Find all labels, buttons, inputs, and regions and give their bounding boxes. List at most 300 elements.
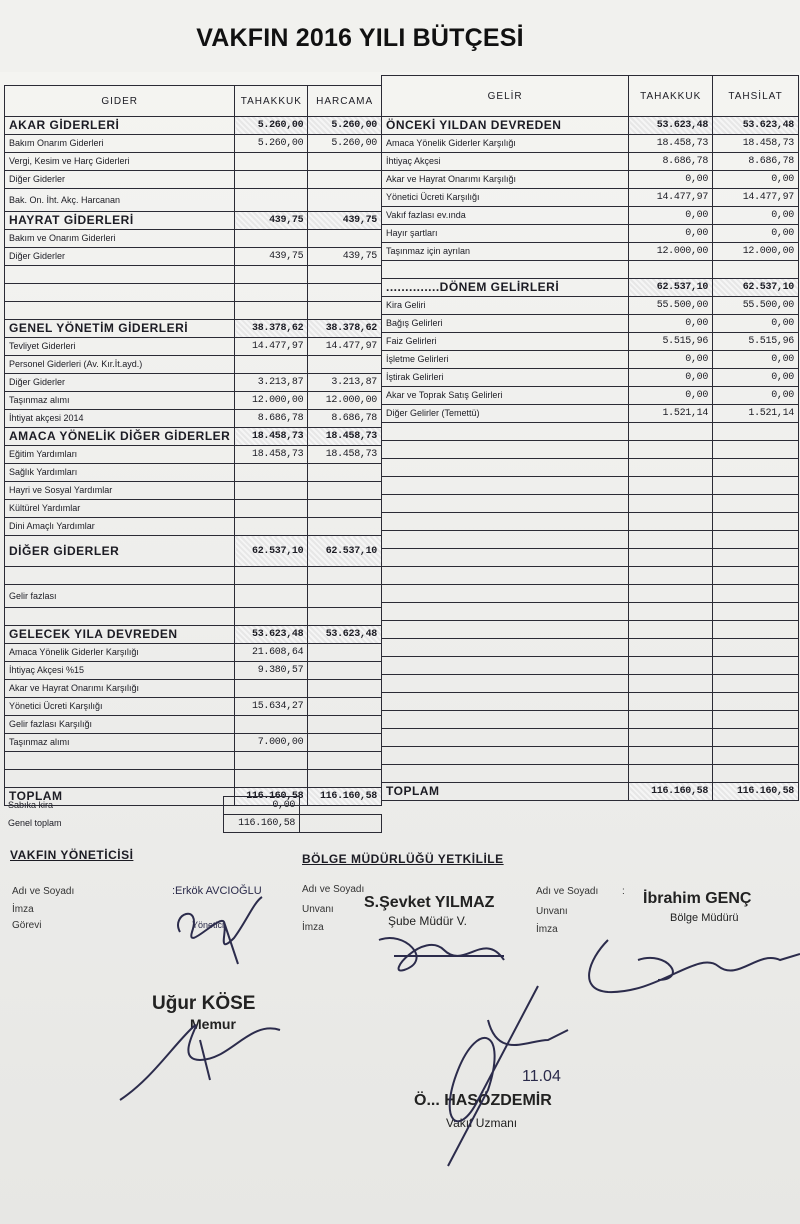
row-tahakkuk <box>235 752 308 770</box>
genel-toplam-label: Genel toplam <box>8 818 62 828</box>
row-label <box>5 770 235 788</box>
row-tahakkuk <box>235 716 308 734</box>
row-label: GENEL YÖNETİM GİDERLERİ <box>5 320 235 338</box>
row-label: Diğer Giderler <box>5 171 235 189</box>
sabika-value: 0,00 <box>224 797 300 815</box>
row-tahakkuk <box>235 770 308 788</box>
empty-cell <box>382 531 629 549</box>
row-label: Bağış Gelirleri <box>382 315 629 333</box>
row-tahakkuk: 53.623,48 <box>235 626 308 644</box>
table-row <box>382 513 799 531</box>
row-second-value <box>308 482 382 500</box>
table-row <box>382 477 799 495</box>
table-row <box>382 495 799 513</box>
memur-stamp-name: Uğur KÖSE <box>152 993 256 1014</box>
row-tahakkuk: 62.537,10 <box>629 279 713 297</box>
empty-cell <box>713 747 799 765</box>
empty-cell <box>629 477 713 495</box>
row-tahakkuk <box>235 266 308 284</box>
row-second-value <box>308 680 382 698</box>
row-second-value: 0,00 <box>713 369 799 387</box>
table-row <box>5 662 382 680</box>
table-row <box>5 266 382 284</box>
row-second-value: 5.515,96 <box>713 333 799 351</box>
row-tahakkuk <box>629 261 713 279</box>
row-tahakkuk: 21.608,64 <box>235 644 308 662</box>
row-second-value <box>308 770 382 788</box>
mid-stamp-role: Şube Müdür V. <box>388 914 467 928</box>
row-tahakkuk: 14.477,97 <box>629 189 713 207</box>
table-row <box>382 729 799 747</box>
empty-cell <box>629 747 713 765</box>
row-second-value <box>308 662 382 680</box>
row-label: AMACA YÖNELİK DİĞER GİDERLER <box>5 428 235 446</box>
left-role-label: Görevi <box>12 920 42 931</box>
row-label: Hayri ve Sosyal Yardımlar <box>5 482 235 500</box>
row-label: Taşınmaz alımı <box>5 734 235 752</box>
table-row <box>5 500 382 518</box>
mid-signature <box>374 920 514 980</box>
table-row <box>5 135 382 153</box>
empty-cell <box>629 495 713 513</box>
empty-cell <box>382 567 629 585</box>
row-tahakkuk: 18.458,73 <box>629 135 713 153</box>
row-tahakkuk: 0,00 <box>629 207 713 225</box>
row-tahakkuk <box>235 302 308 320</box>
table-row <box>5 428 382 446</box>
empty-cell <box>629 675 713 693</box>
empty-cell <box>382 639 629 657</box>
right-colon: : <box>622 886 625 897</box>
row-label: Bak. On. İht. Akç. Harcanan <box>5 189 235 212</box>
row-tahakkuk: 53.623,48 <box>629 117 713 135</box>
table-row <box>382 459 799 477</box>
table-row <box>382 207 799 225</box>
row-label: Kültürel Yardımlar <box>5 500 235 518</box>
row-second-value: 12.000,00 <box>308 392 382 410</box>
memur-stamp-role: Memur <box>190 1016 236 1032</box>
empty-cell <box>713 729 799 747</box>
table-row <box>382 639 799 657</box>
row-tahakkuk <box>235 500 308 518</box>
vakif-yoneticisi-title: VAKFIN YÖNETİCİSİ <box>10 848 134 862</box>
row-second-value <box>308 171 382 189</box>
empty-cell <box>629 549 713 567</box>
row-tahakkuk: 9.380,57 <box>235 662 308 680</box>
row-label: Diğer Giderler <box>5 374 235 392</box>
row-second-value <box>308 500 382 518</box>
empty-cell <box>382 423 629 441</box>
table-row <box>382 603 799 621</box>
table-row <box>5 410 382 428</box>
total-tahakkuk: 116.160,58 <box>629 783 713 801</box>
row-label: Akar ve Hayrat Onarımı Karşılığı <box>5 680 235 698</box>
row-label: Amaca Yönelik Giderler Karşılığı <box>5 644 235 662</box>
table-row <box>5 302 382 320</box>
uzman-stamp-role: Vakıf Uzmanı <box>446 1116 518 1130</box>
row-second-value: 53.623,48 <box>308 626 382 644</box>
table-row <box>5 446 382 464</box>
table-row <box>5 734 382 752</box>
tahakkuk-header: TAHAKKUK <box>629 76 713 117</box>
row-tahakkuk <box>235 567 308 585</box>
right-stamp-role: Bölge Müdürü <box>670 912 739 924</box>
row-label: İhtiyat akçesi 2014 <box>5 410 235 428</box>
row-second-value <box>308 608 382 626</box>
table-row <box>5 608 382 626</box>
row-label: Gelir fazlası Karşılığı <box>5 716 235 734</box>
row-second-value: 62.537,10 <box>713 279 799 297</box>
genel-toplam-value: 116.160,58 <box>224 815 300 833</box>
row-label <box>5 608 235 626</box>
row-label: Akar ve Hayrat Onarımı Karşılığı <box>382 171 629 189</box>
tahsilat-header: TAHSİLAT <box>713 76 799 117</box>
row-label <box>5 752 235 770</box>
right-signature <box>568 920 800 1010</box>
row-tahakkuk: 18.458,73 <box>235 446 308 464</box>
empty-cell <box>382 765 629 783</box>
empty-cell <box>713 585 799 603</box>
empty-cell <box>713 441 799 459</box>
table-row <box>5 680 382 698</box>
empty-cell <box>629 441 713 459</box>
mid-sign-label: İmza <box>302 922 324 933</box>
right-sign-label: İmza <box>536 924 558 935</box>
row-label: Vergi, Kesim ve Harç Giderleri <box>5 153 235 171</box>
row-tahakkuk: 18.458,73 <box>235 428 308 446</box>
row-second-value <box>308 644 382 662</box>
empty-cell <box>382 693 629 711</box>
table-row <box>382 531 799 549</box>
empty-cell <box>713 423 799 441</box>
row-label: İştirak Gelirleri <box>382 369 629 387</box>
empty-cell <box>629 765 713 783</box>
table-row <box>5 770 382 788</box>
empty-cell <box>713 711 799 729</box>
uzman-signature <box>418 980 578 1170</box>
table-row <box>5 320 382 338</box>
empty-cell <box>382 495 629 513</box>
row-label: İşletme Gelirleri <box>382 351 629 369</box>
row-label <box>5 266 235 284</box>
gider-header: GIDER <box>5 86 235 117</box>
empty-cell <box>382 513 629 531</box>
table-row <box>5 392 382 410</box>
row-label: Hayır şartları <box>382 225 629 243</box>
table-row <box>382 351 799 369</box>
row-label: Bakım ve Onarım Giderleri <box>5 230 235 248</box>
row-tahakkuk: 0,00 <box>629 387 713 405</box>
row-tahakkuk: 12.000,00 <box>235 392 308 410</box>
table-row <box>382 693 799 711</box>
table-row <box>382 405 799 423</box>
mid-unvan-label: Unvanı <box>302 904 334 915</box>
uzman-stamp-name: Ö... HASÖZDEMİR <box>414 1092 552 1109</box>
row-tahakkuk: 116.160,58 <box>235 788 308 806</box>
row-second-value: 3.213,87 <box>308 374 382 392</box>
gelir-table <box>381 75 799 801</box>
row-label: Kira Geliri <box>382 297 629 315</box>
row-tahakkuk <box>235 464 308 482</box>
row-second-value: 53.623,48 <box>713 117 799 135</box>
row-second-value <box>308 698 382 716</box>
left-name-label: Adı ve Soyadı <box>12 886 75 897</box>
row-second-value: 55.500,00 <box>713 297 799 315</box>
table-row <box>382 387 799 405</box>
row-second-value: 18.458,73 <box>308 446 382 464</box>
row-second-value: 18.458,73 <box>308 428 382 446</box>
table-row <box>382 189 799 207</box>
empty-cell <box>629 639 713 657</box>
empty-cell <box>382 459 629 477</box>
table-row <box>382 441 799 459</box>
empty-cell <box>382 549 629 567</box>
empty-cell <box>713 513 799 531</box>
table-row <box>5 284 382 302</box>
row-second-value <box>308 266 382 284</box>
empty-cell <box>629 513 713 531</box>
empty-cell <box>629 423 713 441</box>
empty-cell <box>713 765 799 783</box>
row-second-value <box>713 261 799 279</box>
row-second-value <box>308 567 382 585</box>
left-name: :Erkök AVCIOĞLU <box>172 885 262 897</box>
row-label: Sağlık Yardımları <box>5 464 235 482</box>
row-second-value <box>308 302 382 320</box>
row-second-value: 439,75 <box>308 248 382 266</box>
table-row <box>5 482 382 500</box>
empty-cell <box>382 657 629 675</box>
row-second-value: 0,00 <box>713 387 799 405</box>
row-tahakkuk: 5.260,00 <box>235 117 308 135</box>
row-label: Faiz Gelirleri <box>382 333 629 351</box>
sabika-label: Sabıka kira <box>8 800 54 810</box>
table-row <box>382 747 799 765</box>
table-row <box>382 153 799 171</box>
row-second-value <box>308 464 382 482</box>
row-second-value: 62.537,10 <box>308 536 382 567</box>
row-second-value <box>308 716 382 734</box>
row-label <box>5 567 235 585</box>
harcama-header: HARCAMA <box>308 86 382 117</box>
memur-signature <box>110 1000 300 1110</box>
row-label: TOPLAM <box>5 788 235 806</box>
empty-cell <box>713 459 799 477</box>
bolge-mudurlugu-title: BÖLGE MÜDÜRLÜĞÜ YETKİLİLE <box>302 852 504 866</box>
row-tahakkuk: 0,00 <box>629 171 713 189</box>
row-tahakkuk <box>235 153 308 171</box>
row-tahakkuk: 7.000,00 <box>235 734 308 752</box>
table-row <box>382 423 799 441</box>
row-label: DİĞER GİDERLER <box>5 536 235 567</box>
row-label: ÖNCEKİ YILDAN DEVREDEN <box>382 117 629 135</box>
right-unvan-label: Unvanı <box>536 906 568 917</box>
row-second-value: 5.260,00 <box>308 117 382 135</box>
row-label <box>5 302 235 320</box>
row-label: Yönetici Ücreti Karşılığı <box>5 698 235 716</box>
table-row <box>5 356 382 374</box>
row-second-value: 8.686,78 <box>713 153 799 171</box>
row-tahakkuk: 62.537,10 <box>235 536 308 567</box>
row-tahakkuk: 1.521,14 <box>629 405 713 423</box>
empty-cell <box>382 603 629 621</box>
empty-cell <box>713 603 799 621</box>
row-second-value <box>308 752 382 770</box>
table-row <box>5 338 382 356</box>
row-second-value <box>308 518 382 536</box>
left-signature <box>162 892 272 972</box>
table-row <box>382 369 799 387</box>
empty-cell <box>629 603 713 621</box>
table-row <box>5 585 382 608</box>
empty-cell <box>713 675 799 693</box>
uzman-date: 11.04 <box>522 1068 561 1085</box>
table-row <box>5 153 382 171</box>
empty-cell <box>629 657 713 675</box>
table-row <box>382 171 799 189</box>
row-second-value: 1.521,14 <box>713 405 799 423</box>
row-tahakkuk <box>235 518 308 536</box>
row-label: Bakım Onarım Giderleri <box>5 135 235 153</box>
table-row <box>382 657 799 675</box>
row-second-value <box>308 734 382 752</box>
row-label: Eğitim Yardımları <box>5 446 235 464</box>
empty-cell <box>382 711 629 729</box>
row-tahakkuk: 439,75 <box>235 212 308 230</box>
table-row <box>5 464 382 482</box>
row-tahakkuk <box>235 482 308 500</box>
row-tahakkuk <box>235 608 308 626</box>
row-label: Personel Giderleri (Av. Kır.İt.ayd.) <box>5 356 235 374</box>
empty-cell <box>629 585 713 603</box>
row-tahakkuk <box>235 356 308 374</box>
empty-cell <box>382 621 629 639</box>
row-label: İhtiyaç Akçesi <box>382 153 629 171</box>
row-second-value: 8.686,78 <box>308 410 382 428</box>
tahakkuk-header: TAHAKKUK <box>235 86 308 117</box>
table-row <box>5 567 382 585</box>
empty-cell <box>382 441 629 459</box>
table-row <box>382 549 799 567</box>
table-row <box>382 585 799 603</box>
table-row <box>382 297 799 315</box>
row-tahakkuk: 12.000,00 <box>629 243 713 261</box>
mid-name-label: Adı ve Soyadı <box>302 884 365 895</box>
row-second-value <box>308 230 382 248</box>
right-stamp-name: İbrahim GENÇ <box>643 890 752 907</box>
empty-cell <box>713 693 799 711</box>
empty-cell <box>629 531 713 549</box>
table-row <box>382 243 799 261</box>
table-row <box>382 279 799 297</box>
empty-cell <box>713 657 799 675</box>
table-row <box>5 171 382 189</box>
empty-cell <box>382 675 629 693</box>
row-tahakkuk <box>235 680 308 698</box>
table-row <box>5 230 382 248</box>
empty-cell <box>629 711 713 729</box>
row-tahakkuk: 0,00 <box>629 369 713 387</box>
row-label: GELECEK YILA DEVREDEN <box>5 626 235 644</box>
row-second-value: 5.260,00 <box>308 135 382 153</box>
empty-cell <box>629 567 713 585</box>
row-label: Vakıf fazlası ev.ında <box>382 207 629 225</box>
left-role: Yönetici <box>192 920 225 930</box>
row-second-value: 0,00 <box>713 171 799 189</box>
mid-stamp-name: S.Şevket YILMAZ <box>364 894 495 911</box>
row-tahakkuk: 439,75 <box>235 248 308 266</box>
row-tahakkuk <box>235 585 308 608</box>
row-tahakkuk: 0,00 <box>629 351 713 369</box>
row-second-value <box>308 585 382 608</box>
table-row <box>5 374 382 392</box>
extra-table <box>4 796 382 833</box>
table-row <box>5 698 382 716</box>
total-tahsilat: 116.160,58 <box>713 783 799 801</box>
table-row <box>5 752 382 770</box>
empty-cell <box>629 621 713 639</box>
empty-cell <box>713 477 799 495</box>
row-tahakkuk: 5.515,96 <box>629 333 713 351</box>
empty-cell <box>629 693 713 711</box>
table-row <box>382 711 799 729</box>
empty-cell <box>713 567 799 585</box>
empty-cell <box>629 729 713 747</box>
table-row <box>382 261 799 279</box>
empty-cell <box>382 729 629 747</box>
right-name-label: Adı ve Soyadı <box>536 886 599 897</box>
row-tahakkuk <box>235 284 308 302</box>
row-tahakkuk: 5.260,00 <box>235 135 308 153</box>
table-row <box>382 765 799 783</box>
table-row <box>382 675 799 693</box>
row-second-value: 14.477,97 <box>308 338 382 356</box>
table-row <box>5 117 382 135</box>
row-label: Tevliyet Giderleri <box>5 338 235 356</box>
empty-cell <box>713 531 799 549</box>
table-row <box>382 225 799 243</box>
row-second-value <box>308 356 382 374</box>
row-second-value: 14.477,97 <box>713 189 799 207</box>
row-label: Akar ve Toprak Satış Gelirleri <box>382 387 629 405</box>
table-row <box>382 315 799 333</box>
empty-cell <box>713 639 799 657</box>
table-row <box>5 716 382 734</box>
row-second-value: 12.000,00 <box>713 243 799 261</box>
row-tahakkuk <box>235 230 308 248</box>
table-row <box>5 248 382 266</box>
row-tahakkuk: 14.477,97 <box>235 338 308 356</box>
row-label: Diğer Giderler <box>5 248 235 266</box>
empty-cell <box>713 495 799 513</box>
row-label: Amaca Yönelik Giderler Karşılığı <box>382 135 629 153</box>
empty-cell <box>382 747 629 765</box>
row-second-value: 0,00 <box>713 315 799 333</box>
table-row <box>382 135 799 153</box>
empty-cell <box>382 585 629 603</box>
row-second-value <box>308 189 382 212</box>
row-label: Taşınmaz alımı <box>5 392 235 410</box>
page-title: VAKFIN 2016 YILI BÜTÇESİ <box>196 24 524 52</box>
row-label: Dini Amaçlı Yardımlar <box>5 518 235 536</box>
row-second-value: 116.160,58 <box>308 788 382 806</box>
left-sign-label: İmza <box>12 904 34 915</box>
row-second-value: 0,00 <box>713 351 799 369</box>
table-row <box>5 518 382 536</box>
table-row <box>382 117 799 135</box>
row-label: ..............DÖNEM GELİRLERİ <box>382 279 629 297</box>
row-second-value: 38.378,62 <box>308 320 382 338</box>
